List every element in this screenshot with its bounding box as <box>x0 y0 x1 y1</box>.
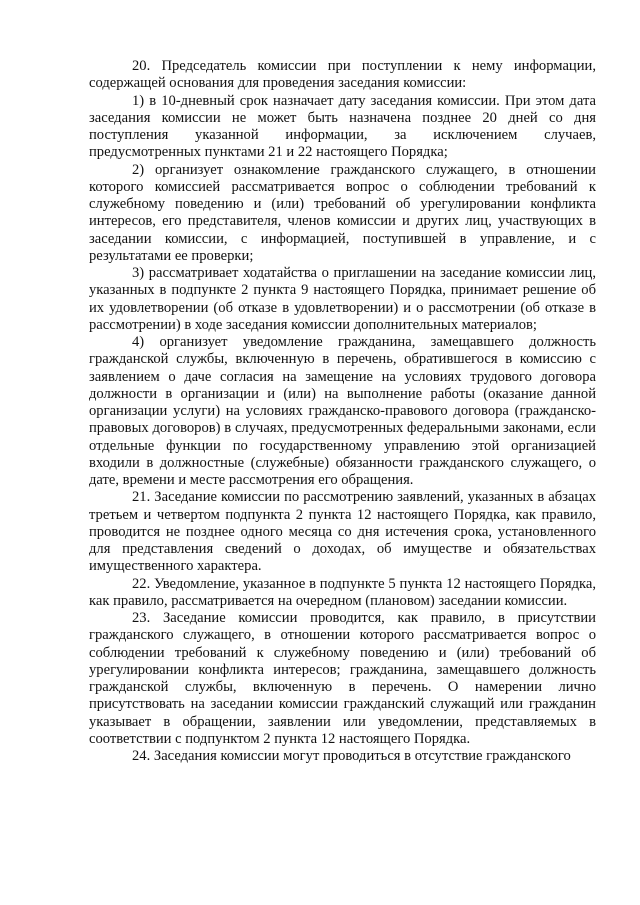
paragraph-21: 21. Заседание комиссии по рассмотрению заявлений, указанных в абзацах третьем и четвертом подпункта 2 пункта 12 настоящего Порядка, как правило, проводится не позднее одного месяца со дня истечения срока, установленного для представления сведений о доходах, об имуществе и обязательствах имущественного характера. <box>89 489 596 575</box>
paragraph-22: 22. Уведомление, указанное в подпункте 5 пункта 12 настоящего Порядка, как правило, рассматривается на очередном (плановом) заседании комиссии. <box>89 575 596 609</box>
paragraph-23: 23. Заседание комиссии проводится, как правило, в присутствии гражданского служащего, в отношении которого рассматривается вопрос о соблюдении требований к служебному поведению и (или) требований об урегулировании конфликта интересов; гражданина, замещавшего должность гражданской службы, включенную в перечень. О намерении лично присутствовать на заседании комиссии гражданский служащий или гражданин указывает в обращении, заявлении или уведомлении, представляемых в соответствии с подпунктом 2 пункта 12 настоящего Порядка. <box>89 610 596 747</box>
paragraph-20-item-3: 3) рассматривает ходатайства о приглашении на заседание комиссии лиц, указанных в подпункте 2 пункта 9 настоящего Порядка, принимает решение об их удовлетворении (об отказе в удовлетворении) и о рассмотрении (об отказе в рассмотрении) в ходе заседания комиссии дополнительных материалов; <box>89 265 596 333</box>
paragraph-20: 20. Председатель комиссии при поступлении к нему информации, содержащей основания для проведения заседания комиссии: <box>89 58 596 92</box>
paragraph-20-item-4: 4) организует уведомление гражданина, замещавшего должность гражданской службы, включенную в перечень, обратившегося в комиссию с заявлением о даче согласия на замещение на условиях трудового договора должности в организации и (или) на выполнение работы (оказание данной организации услуги) на условиях гражданско-правового договора (гражданско-правовых договоров) в случаях, предусмотренных федеральными законами, если отдельные функции по государственному управлению этой организацией входили в должностные (служебные) обязанности гражданского служащего, о дате, времени и месте рассмотрения его обращения. <box>89 334 596 488</box>
paragraph-20-item-2: 2) организует ознакомление гражданского служащего, в отношении которого комиссией рассматривается вопрос о соблюдении требований к служебному поведению и (или) требований об урегулировании конфликта интересов, его представителя, членов комиссии и других лиц, участвующих в заседании комиссии, с информацией, поступившей в управление, и с результатами ее проверки; <box>89 161 596 264</box>
document-page <box>89 58 596 765</box>
paragraph-20-item-1: 1) в 10-дневный срок назначает дату заседания комиссии. При этом дата заседания комиссии не может быть назначена позднее 20 дней со дня поступления указанной информации, за исключением случаев, предусмотренных пунктами 21 и 22 настоящего Порядка; <box>89 92 596 161</box>
paragraph-24: 24. Заседания комиссии могут проводиться в отсутствие гражданского <box>132 748 571 764</box>
